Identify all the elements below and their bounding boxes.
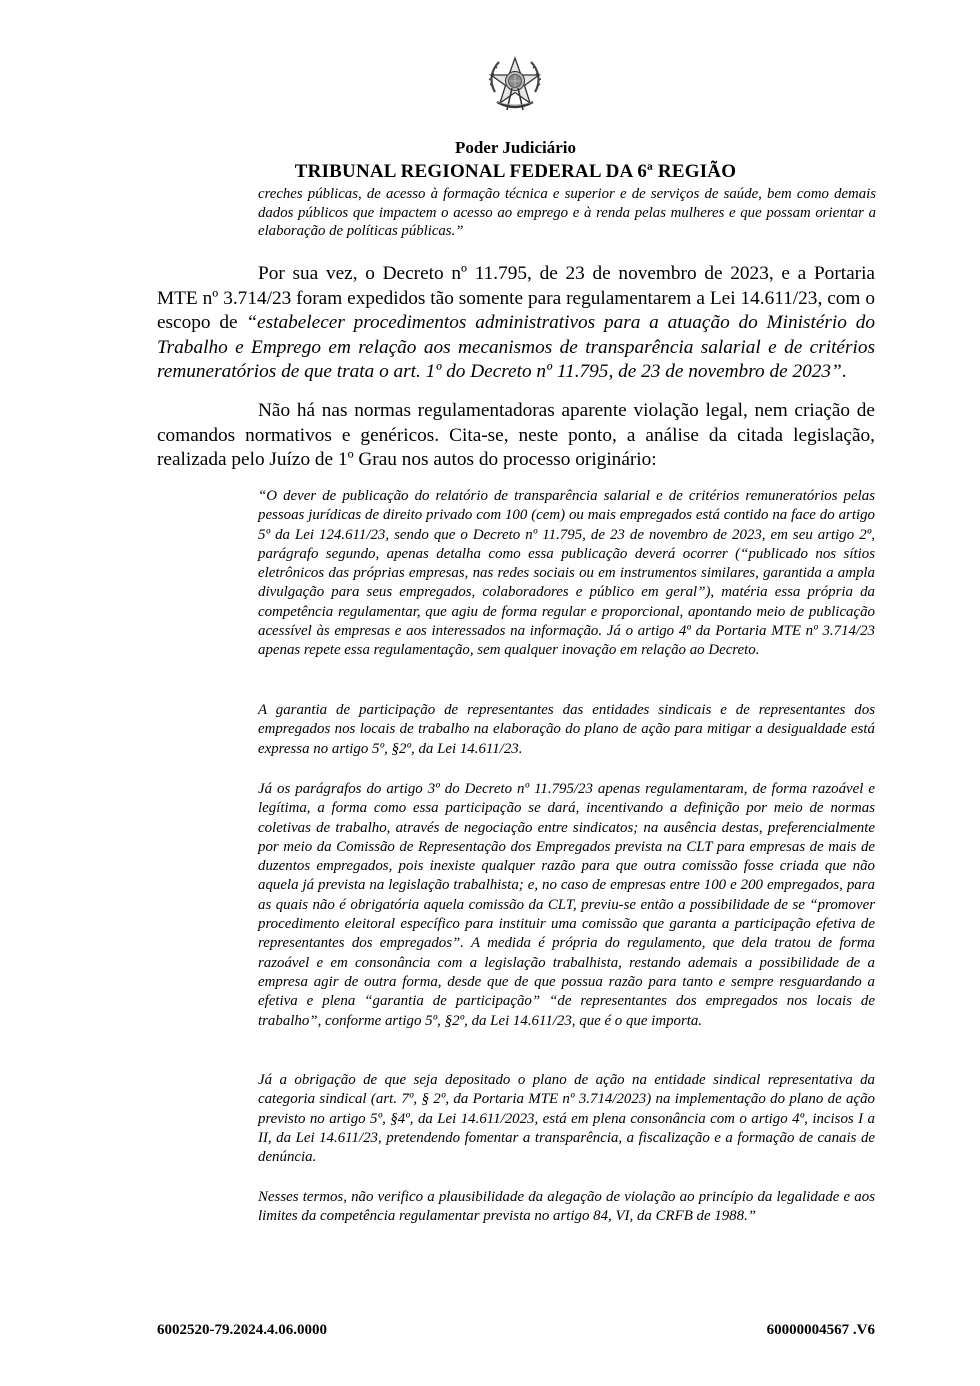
paragraph-quote: “estabelecer procedimentos administrativos para a atuação do Ministério do Trabalho e Emprego em relação aos mecanismos de transparência salarial e de critérios remuneratórios de que trata o art. 1º do Decreto nº 11.795, de 23 de novembro de 2023” [157, 312, 875, 382]
block-quote: Já os parágrafos do artigo 3º do Decreto nº 11.795/23 apenas regulamentaram, de forma razoável e legítima, a forma como essa participação se dará, incentivando a definição por meio de normas coletivas de trabalho, através de negociação entre sindicatos; na ausência destas, preferencialmente por meio da Comissão de Representação dos Empregados prevista na CLT para empresas de mais de duzentos empregados, pois inexiste qualquer razão para que outra comissão fosse criada que não aquela já prevista na legislação trabalhista; e, no caso de empresas entre 100 e 200 empregados, para as quais não é obrigatória aquela comissão da CLT, previu-se então a possibilidade de se “promover procedimento eleitoral específico para instituir uma comissão que garanta a participação efetiva de representantes dos empregados”. A medida é própria do regulamento, que dela tratou de forma razoável e em consonância com a legislação trabalhista, restando ademais a possibilidade de a empresa agir de outra forma, desde que de que possua razão para tanto e sempre resguardando a efetiva e plena “garantia de participação” “de representantes dos empregados nos locais de trabalho”, conforme artigo 5º, §2º, da Lei 14.611/23, que é o que importa. [258, 781, 875, 1029]
paragraph-lead: Por sua vez, o Decreto nº 11.795, de 23 de novembro de 2023, e a Portaria MTE nº 3.714/23 foram expedidos tão somente para regulamentarem a Lei 14.611/23, com o escopo de [157, 263, 875, 333]
block-quote: A garantia de participação de representantes das entidades sindicais e de representantes dos empregados nos locais de trabalho na elaboração do plano de ação para mitigar a desigualdade está expressa no artigo 5º, §2º, da Lei 14.611/23. [258, 702, 875, 757]
block-quote: Já a obrigação de que seja depositado o plano de ação na entidade sindical representativa da categoria sindical (art. 7º, § 2º, da Portaria MTE nº 3.714/2023) na implementação do plano de ação previsto no artigo 5º, §4º, da Lei 14.611/2023, está em plena consonância com o artigo 4º, incisos I a II, da Lei 14.611/23, pretendendo fomentar a transparência, a fiscalização e a formação de canais de denúncia. [258, 1072, 875, 1166]
process-number: 6002520-79.2024.4.06.0000 [157, 1322, 327, 1338]
continued-quote: creches públicas, de acesso à formação técnica e superior e de serviços de saúde, bem como demais dados públicos que impactem o acesso ao emprego e à renda pelas mulheres e que possam orientar a elaboração de políticas públicas.” [258, 186, 876, 239]
court-header-line1: Poder Judiciário [454, 138, 577, 157]
court-header-line2: TRIBUNAL REGIONAL FEDERAL DA 6ª REGIÃO [294, 161, 737, 182]
document-id: 60000004567 .V6 [766, 1322, 875, 1338]
brazil-coat-of-arms-icon [483, 52, 547, 116]
paragraph-tail: . [841, 361, 847, 382]
body-paragraph [157, 399, 875, 473]
body-paragraph [157, 262, 875, 385]
paragraph-text: Não há nas normas regulamentadoras aparente violação legal, nem criação de comandos normativos e genéricos. Cita-se, neste ponto, a análise da citada legislação, realizada pelo Juízo de 1º Grau nos autos do processo originário: [157, 400, 875, 470]
block-quote: Nesses termos, não verifico a plausibilidade da alegação de violação ao princípio da legalidade e aos limites da competência regulamentar prevista no artigo 84, VI, da CRFB de 1988.” [258, 1189, 875, 1225]
block-quote: “O dever de publicação do relatório de transparência salarial e de critérios remuneratórios pelas pessoas jurídicas de direito privado com 100 (cem) ou mais empregados está contido na face do artigo 5º da Lei 124.611/23, sendo que o Decreto nº 11.795, de 23 de novembro de 2023, em seu artigo 2º, parágrafo segundo, apenas detalha como essa publicação deverá ocorrer (“publicado nos sítios eletrônicos das próprias empresas, nas redes sociais ou em instrumentos similares, garantida a ampla divulgação para seus empregados, colaboradores e público em geral”), matéria essa própria da competência regulamentar, que agiu de forma regular e proporcional, apontando meio de publicação acessível às empresas e aos interessados na informação. Já o artigo 4º da Portaria MTE nº 3.714/23 apenas repete essa regulamentação, sem qualquer inovação em relação ao Decreto. [258, 488, 875, 659]
